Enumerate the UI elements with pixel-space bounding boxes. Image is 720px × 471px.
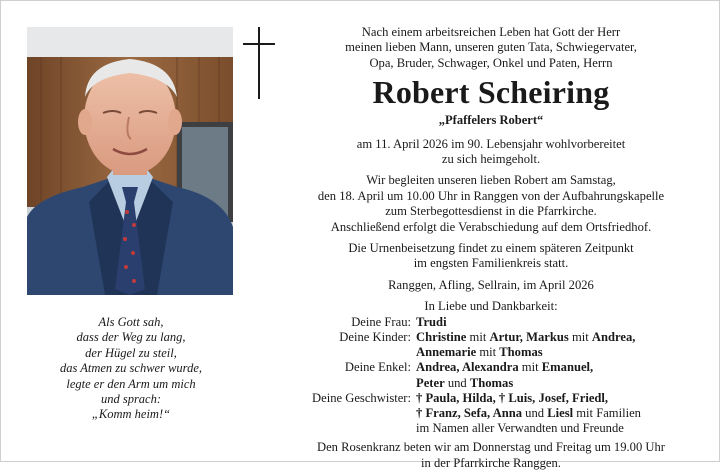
- family-member: Artur,: [489, 329, 523, 344]
- poem-line: dass der Weg zu lang,: [76, 330, 186, 345]
- poem-line: das Atmen zu schwer wurde,: [59, 361, 202, 376]
- closing-line: In Liebe und Dankbarkeit:: [424, 299, 558, 314]
- family-member: Thomas: [469, 375, 514, 390]
- family-member: † Franz, Sefa, Anna: [416, 405, 523, 420]
- portrait-photo: [27, 27, 233, 295]
- funeral-line: den 18. April um 10.00 Uhr in Ranggen von der Aufbahrungskapelle: [317, 188, 665, 203]
- poem-line: „Komm heim!“: [91, 407, 171, 422]
- death-line: am 11. April 2026 im 90. Lebensjahr wohlvorbereitet: [356, 136, 626, 151]
- funeral-line: Anschließend erfolgt die Verabschiedung auf dem Ortsfriedhof.: [330, 219, 652, 234]
- notice-text: [285, 25, 697, 471]
- portrait-illustration: [27, 27, 233, 295]
- poem: [31, 315, 231, 423]
- connector: mit: [469, 329, 487, 344]
- nickname: „Pfaffelers Robert“: [438, 113, 544, 128]
- connector: mit Familien: [576, 405, 641, 420]
- connector: mit: [479, 345, 497, 360]
- connector: und: [447, 375, 467, 390]
- relatives-line: im Namen aller Verwandten und Freunde: [416, 421, 624, 436]
- poem-line: und sprach:: [100, 392, 162, 407]
- poem-line: der Hügel zu steil,: [85, 345, 177, 360]
- family-member: † Paula, Hilda, † Luis, Josef, Friedl,: [416, 390, 609, 405]
- rosary-line: in der Pfarrkirche Ranggen.: [421, 455, 561, 470]
- cross-icon: [243, 27, 275, 99]
- connector: und: [525, 405, 545, 420]
- death-line: zu sich heimgeholt.: [441, 152, 541, 167]
- poem-line: Als Gott sah,: [98, 315, 164, 329]
- intro-line: Nach einem arbeitsreichen Leben hat Gott der Herr: [361, 25, 621, 39]
- family-member: Thomas: [499, 345, 543, 360]
- family-member: Andrea, Alexandra: [416, 360, 519, 375]
- family-label: Deine Kinder:: [339, 329, 411, 344]
- family-label: Deine Geschwister:: [312, 390, 411, 405]
- funeral-line: Wir begleiten unseren lieben Robert am Samstag,: [366, 173, 616, 188]
- deceased-name: Robert Scheiring: [372, 74, 610, 111]
- family-label: Deine Frau:: [351, 314, 411, 329]
- family-row-grandchildren: [285, 360, 697, 390]
- urn-line: Die Urnenbeisetzung findet zu einem späteren Zeitpunkt: [348, 241, 634, 256]
- rosary-line: Den Rosenkranz beten wir am Donnerstag und Freitag um 19.00 Uhr: [317, 440, 665, 455]
- connector: mit: [521, 360, 539, 375]
- family-member: Annemarie: [416, 345, 477, 360]
- family-label: Deine Enkel:: [344, 360, 411, 375]
- poem-line: legte er den Arm um mich: [66, 376, 196, 391]
- family-row-wife: [285, 315, 697, 330]
- family-row-children: [285, 330, 697, 360]
- family-list: [285, 315, 697, 437]
- family-row-siblings: [285, 391, 697, 437]
- family-member: Liesl: [547, 405, 574, 420]
- family-member: Emanuel,: [541, 360, 594, 375]
- funeral-line: zum Sterbegottesdienst in die Pfarrkirche.: [385, 204, 597, 219]
- urn-line: im engsten Familienkreis statt.: [413, 256, 569, 271]
- intro-line: Opa, Bruder, Schwager, Onkel und Paten, Herrn: [369, 55, 613, 70]
- connector: mit: [571, 329, 589, 344]
- family-member: Peter: [416, 375, 445, 390]
- family-member: Andrea,: [591, 329, 636, 344]
- place-date: Ranggen, Afling, Sellrain, im April 2026: [388, 277, 594, 292]
- family-member: Christine: [416, 329, 467, 344]
- intro-line: meinen lieben Mann, unseren guten Tata, Schwiegervater,: [345, 40, 637, 55]
- family-member: Markus: [526, 329, 569, 344]
- family-member: Trudi: [416, 314, 447, 329]
